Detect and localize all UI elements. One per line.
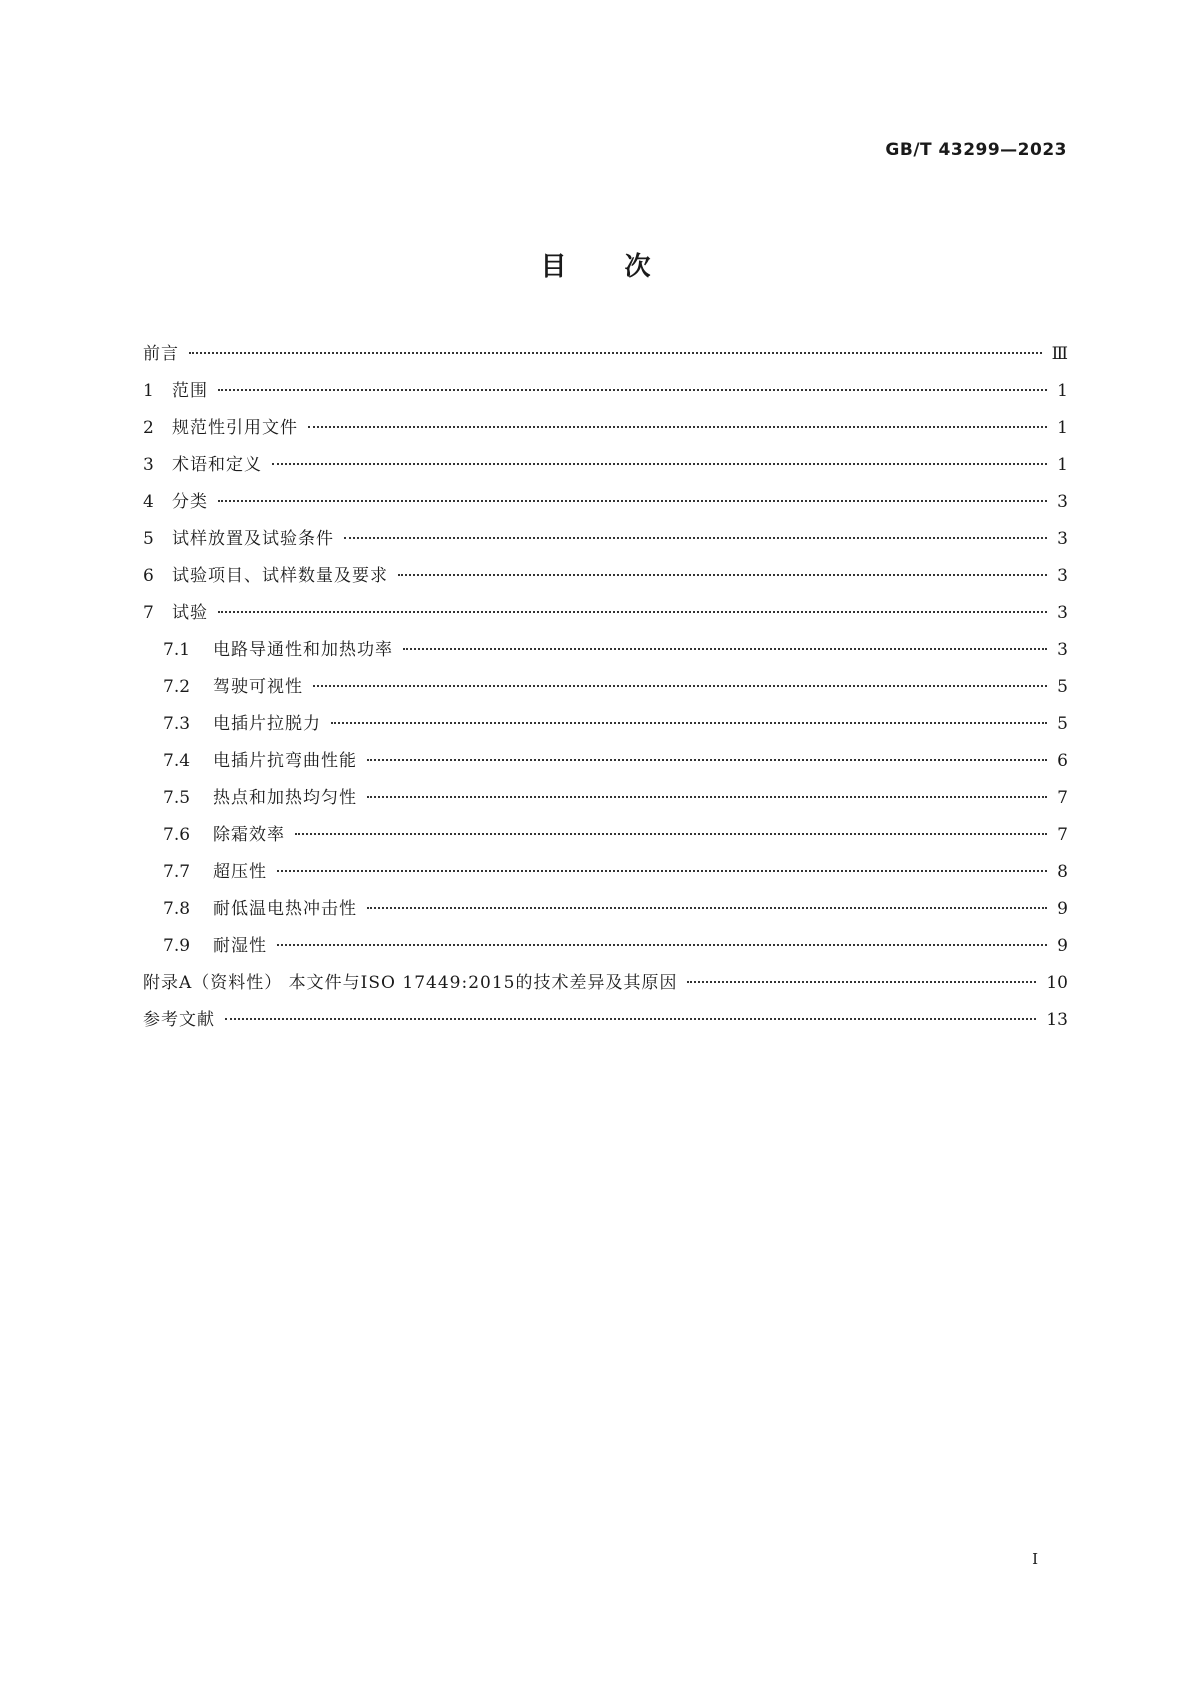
toc-entry-page: 1 bbox=[1057, 418, 1068, 438]
toc-entry[interactable] bbox=[143, 638, 1068, 675]
page-number: Ⅰ bbox=[1032, 1550, 1038, 1568]
toc-entry-label: 参考文献 bbox=[143, 1010, 215, 1030]
toc-entry-page: 3 bbox=[1057, 640, 1068, 660]
toc-entry-number: 7.3 bbox=[163, 714, 191, 734]
toc-entry[interactable] bbox=[143, 786, 1068, 823]
toc-entry-number: 7.6 bbox=[163, 825, 191, 845]
toc-entry[interactable] bbox=[143, 1008, 1068, 1045]
toc-entry-number: 7.4 bbox=[163, 751, 191, 771]
toc-leader-dots bbox=[344, 537, 1047, 539]
toc-entry[interactable] bbox=[143, 860, 1068, 897]
toc-entry-label: 术语和定义 bbox=[172, 455, 262, 475]
toc-entry[interactable] bbox=[143, 601, 1068, 638]
toc-entry-label: 除霜效率 bbox=[213, 825, 285, 845]
toc-entry-page: 13 bbox=[1046, 1010, 1068, 1030]
toc-entry-page: 3 bbox=[1057, 603, 1068, 623]
toc-entry-page: 8 bbox=[1057, 862, 1068, 882]
standard-number: GB/T 43299—2023 bbox=[885, 140, 1067, 160]
toc-leader-dots bbox=[331, 722, 1047, 724]
toc-entry-page: Ⅲ bbox=[1051, 344, 1068, 364]
toc-leader-dots bbox=[277, 870, 1047, 872]
toc-entry-label: 超压性 bbox=[213, 862, 267, 882]
toc-leader-dots bbox=[272, 463, 1047, 465]
toc-leader-dots bbox=[218, 500, 1047, 502]
toc-leader-dots bbox=[398, 574, 1047, 576]
toc-leader-dots bbox=[218, 389, 1047, 391]
toc-entry[interactable] bbox=[143, 490, 1068, 527]
toc-entry-number: 7.9 bbox=[163, 936, 191, 956]
toc-entry[interactable] bbox=[143, 342, 1068, 379]
toc-entry-number: 7.5 bbox=[163, 788, 191, 808]
toc-entry-label: 电路导通性和加热功率 bbox=[213, 640, 393, 660]
toc-entry[interactable] bbox=[143, 379, 1068, 416]
toc-entry-number: 7.2 bbox=[163, 677, 191, 697]
toc-entry-label: 试验 bbox=[172, 603, 208, 623]
toc-entry[interactable] bbox=[143, 527, 1068, 564]
toc-entry-page: 3 bbox=[1057, 566, 1068, 586]
toc-entry-label: 前言 bbox=[143, 344, 179, 364]
toc-entry-number: 2 bbox=[143, 418, 154, 438]
toc-entry-page: 9 bbox=[1057, 936, 1068, 956]
toc-leader-dots bbox=[218, 611, 1047, 613]
toc-entry-label: 电插片抗弯曲性能 bbox=[213, 751, 357, 771]
toc-entry-page: 1 bbox=[1057, 455, 1068, 475]
toc-entry[interactable] bbox=[143, 934, 1068, 971]
toc-entry[interactable] bbox=[143, 564, 1068, 601]
toc-leader-dots bbox=[403, 648, 1047, 650]
toc-entry-label: 范围 bbox=[172, 381, 208, 401]
toc-entry-page: 3 bbox=[1057, 492, 1068, 512]
toc-leader-dots bbox=[313, 685, 1047, 687]
table-of-contents bbox=[143, 342, 1068, 1045]
toc-entry-page: 10 bbox=[1046, 973, 1068, 993]
toc-leader-dots bbox=[367, 796, 1047, 798]
toc-entry[interactable] bbox=[143, 897, 1068, 934]
toc-entry-page: 9 bbox=[1057, 899, 1068, 919]
toc-entry-number: 1 bbox=[143, 381, 154, 401]
toc-entry[interactable] bbox=[143, 749, 1068, 786]
page-title: 目次 bbox=[540, 252, 709, 282]
toc-leader-dots bbox=[189, 352, 1042, 354]
toc-entry-number: 7 bbox=[143, 603, 154, 623]
toc-entry-label: 驾驶可视性 bbox=[213, 677, 303, 697]
toc-entry[interactable] bbox=[143, 971, 1068, 1008]
toc-entry-label: 耐湿性 bbox=[213, 936, 267, 956]
toc-entry-page: 5 bbox=[1057, 714, 1068, 734]
toc-leader-dots bbox=[367, 759, 1047, 761]
toc-leader-dots bbox=[687, 981, 1036, 983]
toc-entry[interactable] bbox=[143, 712, 1068, 749]
toc-entry[interactable] bbox=[143, 675, 1068, 712]
toc-entry-label: 热点和加热均匀性 bbox=[213, 788, 357, 808]
toc-leader-dots bbox=[367, 907, 1047, 909]
toc-entry-label: 耐低温电热冲击性 bbox=[213, 899, 357, 919]
toc-entry-page: 6 bbox=[1057, 751, 1068, 771]
toc-entry[interactable] bbox=[143, 453, 1068, 490]
toc-entry-number: 5 bbox=[143, 529, 154, 549]
toc-entry-number: 7.1 bbox=[163, 640, 191, 660]
toc-entry-label: 规范性引用文件 bbox=[172, 418, 298, 438]
toc-entry-label: 试样放置及试验条件 bbox=[172, 529, 334, 549]
toc-entry[interactable] bbox=[143, 823, 1068, 860]
toc-leader-dots bbox=[277, 944, 1047, 946]
toc-entry-page: 7 bbox=[1057, 788, 1068, 808]
toc-leader-dots bbox=[308, 426, 1047, 428]
toc-entry-page: 1 bbox=[1057, 381, 1068, 401]
toc-leader-dots bbox=[225, 1018, 1036, 1020]
toc-entry-number: 3 bbox=[143, 455, 154, 475]
toc-entry[interactable] bbox=[143, 416, 1068, 453]
toc-entry-page: 7 bbox=[1057, 825, 1068, 845]
toc-entry-page: 5 bbox=[1057, 677, 1068, 697]
toc-entry-number: 7.7 bbox=[163, 862, 191, 882]
toc-entry-page: 3 bbox=[1057, 529, 1068, 549]
toc-entry-label: 试验项目、试样数量及要求 bbox=[172, 566, 388, 586]
toc-entry-number: 7.8 bbox=[163, 899, 191, 919]
toc-entry-label: 电插片拉脱力 bbox=[213, 714, 321, 734]
toc-entry-label: 附录A（资料性） 本文件与ISO 17449:2015的技术差异及其原因 bbox=[143, 973, 678, 993]
toc-entry-number: 4 bbox=[143, 492, 154, 512]
toc-leader-dots bbox=[295, 833, 1047, 835]
toc-entry-label: 分类 bbox=[172, 492, 208, 512]
toc-entry-number: 6 bbox=[143, 566, 154, 586]
